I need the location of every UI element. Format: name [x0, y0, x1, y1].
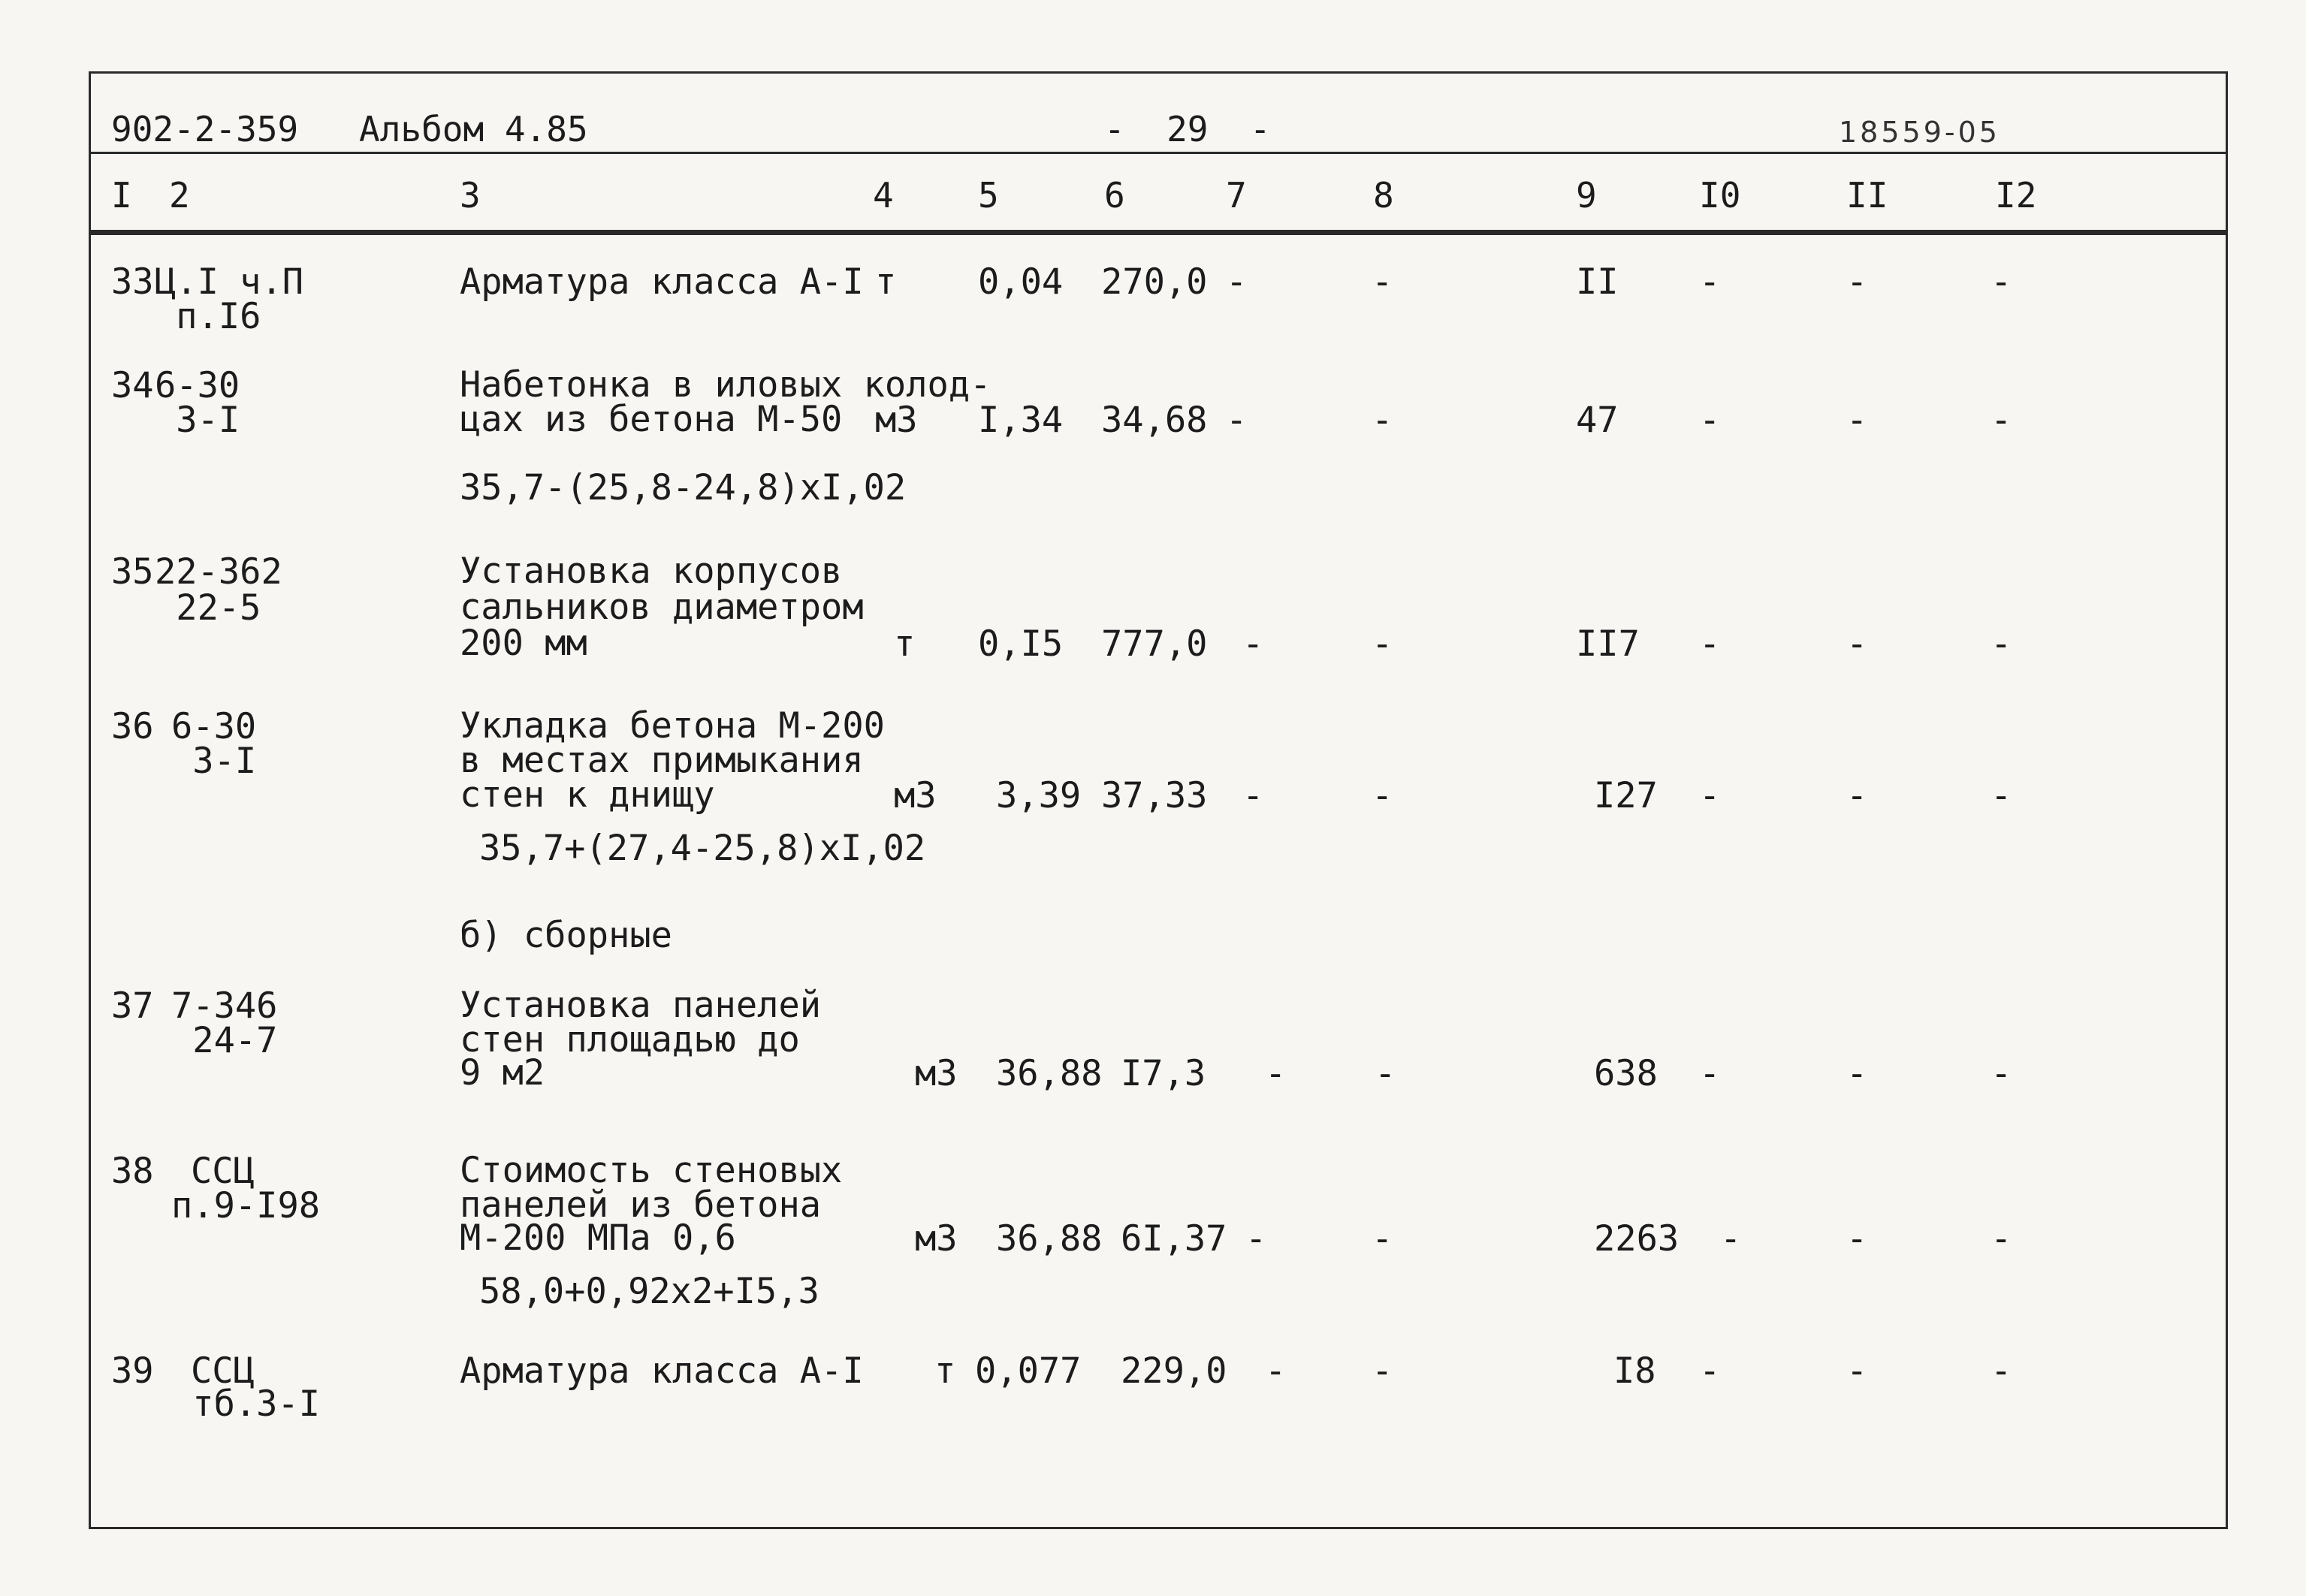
- cell-col10: -: [1699, 400, 1721, 441]
- unit-price: 229,0: [1121, 1350, 1227, 1392]
- cell-col10: -: [1699, 261, 1721, 303]
- work-description: Установка панелей: [460, 985, 822, 1026]
- stamp-number: 18559-05: [1839, 116, 2000, 149]
- unit: м3: [875, 400, 918, 441]
- cell-col8: -: [1372, 1350, 1393, 1392]
- total-cost: 47: [1576, 400, 1619, 441]
- cell-col12: -: [1991, 1218, 2012, 1260]
- cell-col7: -: [1265, 1350, 1287, 1392]
- row-number: 35: [111, 551, 154, 593]
- quantity: 0,04: [978, 261, 1064, 303]
- cell-col8: -: [1372, 623, 1393, 665]
- column-header: 8: [1373, 175, 1394, 216]
- cell-col12: -: [1991, 623, 2012, 665]
- cell-col8: -: [1372, 261, 1393, 303]
- work-description: стен к днищу: [460, 774, 715, 816]
- cell-col10: -: [1699, 1053, 1721, 1094]
- quantity: 36,88: [996, 1053, 1103, 1094]
- calc-formula: 35,7+(27,4-25,8)xI,02: [479, 828, 926, 869]
- work-description: в местах примыкания: [460, 740, 864, 781]
- cell-col11: -: [1846, 400, 1868, 441]
- column-header: 5: [978, 175, 999, 216]
- cell-col10: -: [1720, 1218, 1742, 1260]
- column-header: 6: [1104, 175, 1125, 216]
- column-header: 2: [169, 175, 190, 216]
- unit: т: [894, 623, 916, 665]
- row-number: 34: [111, 365, 154, 406]
- cell-col12: -: [1991, 400, 2012, 441]
- total-cost: II7: [1576, 623, 1640, 665]
- cell-col11: -: [1846, 261, 1868, 303]
- cell-col11: -: [1846, 1053, 1868, 1094]
- column-header: 4: [873, 175, 894, 216]
- quantity: I,34: [978, 400, 1064, 441]
- norm-code: п.I6: [155, 296, 261, 337]
- page-number: - 29 -: [1104, 109, 1271, 149]
- norm-code: тб.3-I: [171, 1383, 321, 1425]
- row-number: 36: [111, 706, 154, 747]
- column-header-rule: [89, 230, 2226, 235]
- cell-col8: -: [1372, 400, 1393, 441]
- work-description: сальников диаметром: [460, 587, 864, 628]
- section-heading: б) сборные: [460, 915, 672, 956]
- cell-col7: -: [1245, 1218, 1267, 1260]
- column-header: I: [111, 175, 132, 216]
- work-description: 200 мм: [460, 623, 587, 664]
- work-description: 9 м2: [460, 1052, 545, 1094]
- norm-code: ССЦ: [191, 1350, 255, 1392]
- total-cost: 638: [1594, 1053, 1658, 1094]
- row-number: 37: [111, 985, 154, 1027]
- album-label: Альбом 4.85: [359, 109, 588, 149]
- norm-code: 22-5: [155, 587, 261, 629]
- norm-code: Ц.I ч.П: [155, 261, 304, 303]
- cell-col8: -: [1372, 1218, 1393, 1260]
- row-number: 33: [111, 261, 154, 303]
- unit: м3: [894, 775, 937, 816]
- column-header: II: [1846, 175, 1888, 216]
- work-description: Установка корпусов: [460, 551, 843, 592]
- header-rule: [89, 152, 2226, 154]
- cell-col11: -: [1846, 1350, 1868, 1392]
- cell-col11: -: [1846, 1218, 1868, 1260]
- norm-code: ССЦ: [191, 1151, 255, 1192]
- cell-col8: -: [1372, 775, 1393, 816]
- quantity: 3,39: [996, 775, 1082, 816]
- quantity: 36,88: [996, 1218, 1103, 1260]
- cell-col7: -: [1265, 1053, 1287, 1094]
- cell-col12: -: [1991, 261, 2012, 303]
- work-description: стен площадью до: [460, 1019, 800, 1060]
- document-code: 902-2-359: [111, 109, 299, 149]
- norm-code: 24-7: [171, 1020, 278, 1061]
- row-number: 38: [111, 1151, 154, 1192]
- column-header: I2: [1995, 175, 2037, 216]
- cell-col11: -: [1846, 623, 1868, 665]
- cell-col12: -: [1991, 775, 2012, 816]
- total-cost: I27: [1594, 775, 1658, 816]
- unit-price: I7,3: [1121, 1053, 1206, 1094]
- column-header: 7: [1226, 175, 1247, 216]
- work-description: Стоимость стеновых: [460, 1150, 843, 1191]
- cell-col10: -: [1699, 1350, 1721, 1392]
- norm-code: п.9-I98: [171, 1185, 321, 1226]
- unit: м3: [915, 1218, 958, 1260]
- cell-col7: -: [1242, 775, 1264, 816]
- work-description: Укладка бетона М-200: [460, 705, 885, 747]
- norm-code: 3-I: [155, 400, 240, 441]
- total-cost: 2263: [1594, 1218, 1680, 1260]
- work-description: панелей из бетона: [460, 1184, 822, 1226]
- cell-col10: -: [1699, 623, 1721, 665]
- cell-col7: -: [1226, 400, 1248, 441]
- unit: т: [934, 1350, 956, 1392]
- row-number: 39: [111, 1350, 154, 1392]
- cell-col12: -: [1991, 1350, 2012, 1392]
- calc-formula: 58,0+0,92x2+I5,3: [479, 1271, 819, 1312]
- work-description: Набетонка в иловых колод-: [460, 364, 992, 406]
- unit-price: 34,68: [1101, 400, 1208, 441]
- quantity: 0,I5: [978, 623, 1064, 665]
- total-cost: I8: [1613, 1350, 1656, 1392]
- work-description: цах из бетона М-50: [460, 399, 843, 440]
- column-header: I0: [1699, 175, 1741, 216]
- cell-col12: -: [1991, 1053, 2012, 1094]
- cell-col7: -: [1242, 623, 1264, 665]
- calc-formula: 35,7-(25,8-24,8)xI,02: [460, 467, 907, 508]
- column-header: 3: [460, 175, 481, 216]
- unit-price: 270,0: [1101, 261, 1208, 303]
- total-cost: II: [1576, 261, 1619, 303]
- cell-col11: -: [1846, 775, 1868, 816]
- cell-col10: -: [1699, 775, 1721, 816]
- norm-code: 6-30: [155, 365, 240, 406]
- unit: м3: [915, 1053, 958, 1094]
- work-description: М-200 МПа 0,6: [460, 1217, 736, 1259]
- work-description: Арматура класса А-I: [460, 1350, 864, 1392]
- unit: т: [875, 261, 897, 303]
- column-header: 9: [1576, 175, 1597, 216]
- unit-price: 6I,37: [1121, 1218, 1227, 1260]
- norm-code: 3-I: [171, 741, 257, 782]
- unit-price: 777,0: [1101, 623, 1208, 665]
- norm-code: 6-30: [171, 706, 257, 747]
- norm-code: 22-362: [155, 551, 282, 593]
- norm-code: 7-346: [171, 985, 278, 1027]
- unit-price: 37,33: [1101, 775, 1208, 816]
- cell-col7: -: [1226, 261, 1248, 303]
- quantity: 0,077: [975, 1350, 1082, 1392]
- cell-col8: -: [1375, 1053, 1396, 1094]
- work-description: Арматура класса А-I: [460, 261, 864, 303]
